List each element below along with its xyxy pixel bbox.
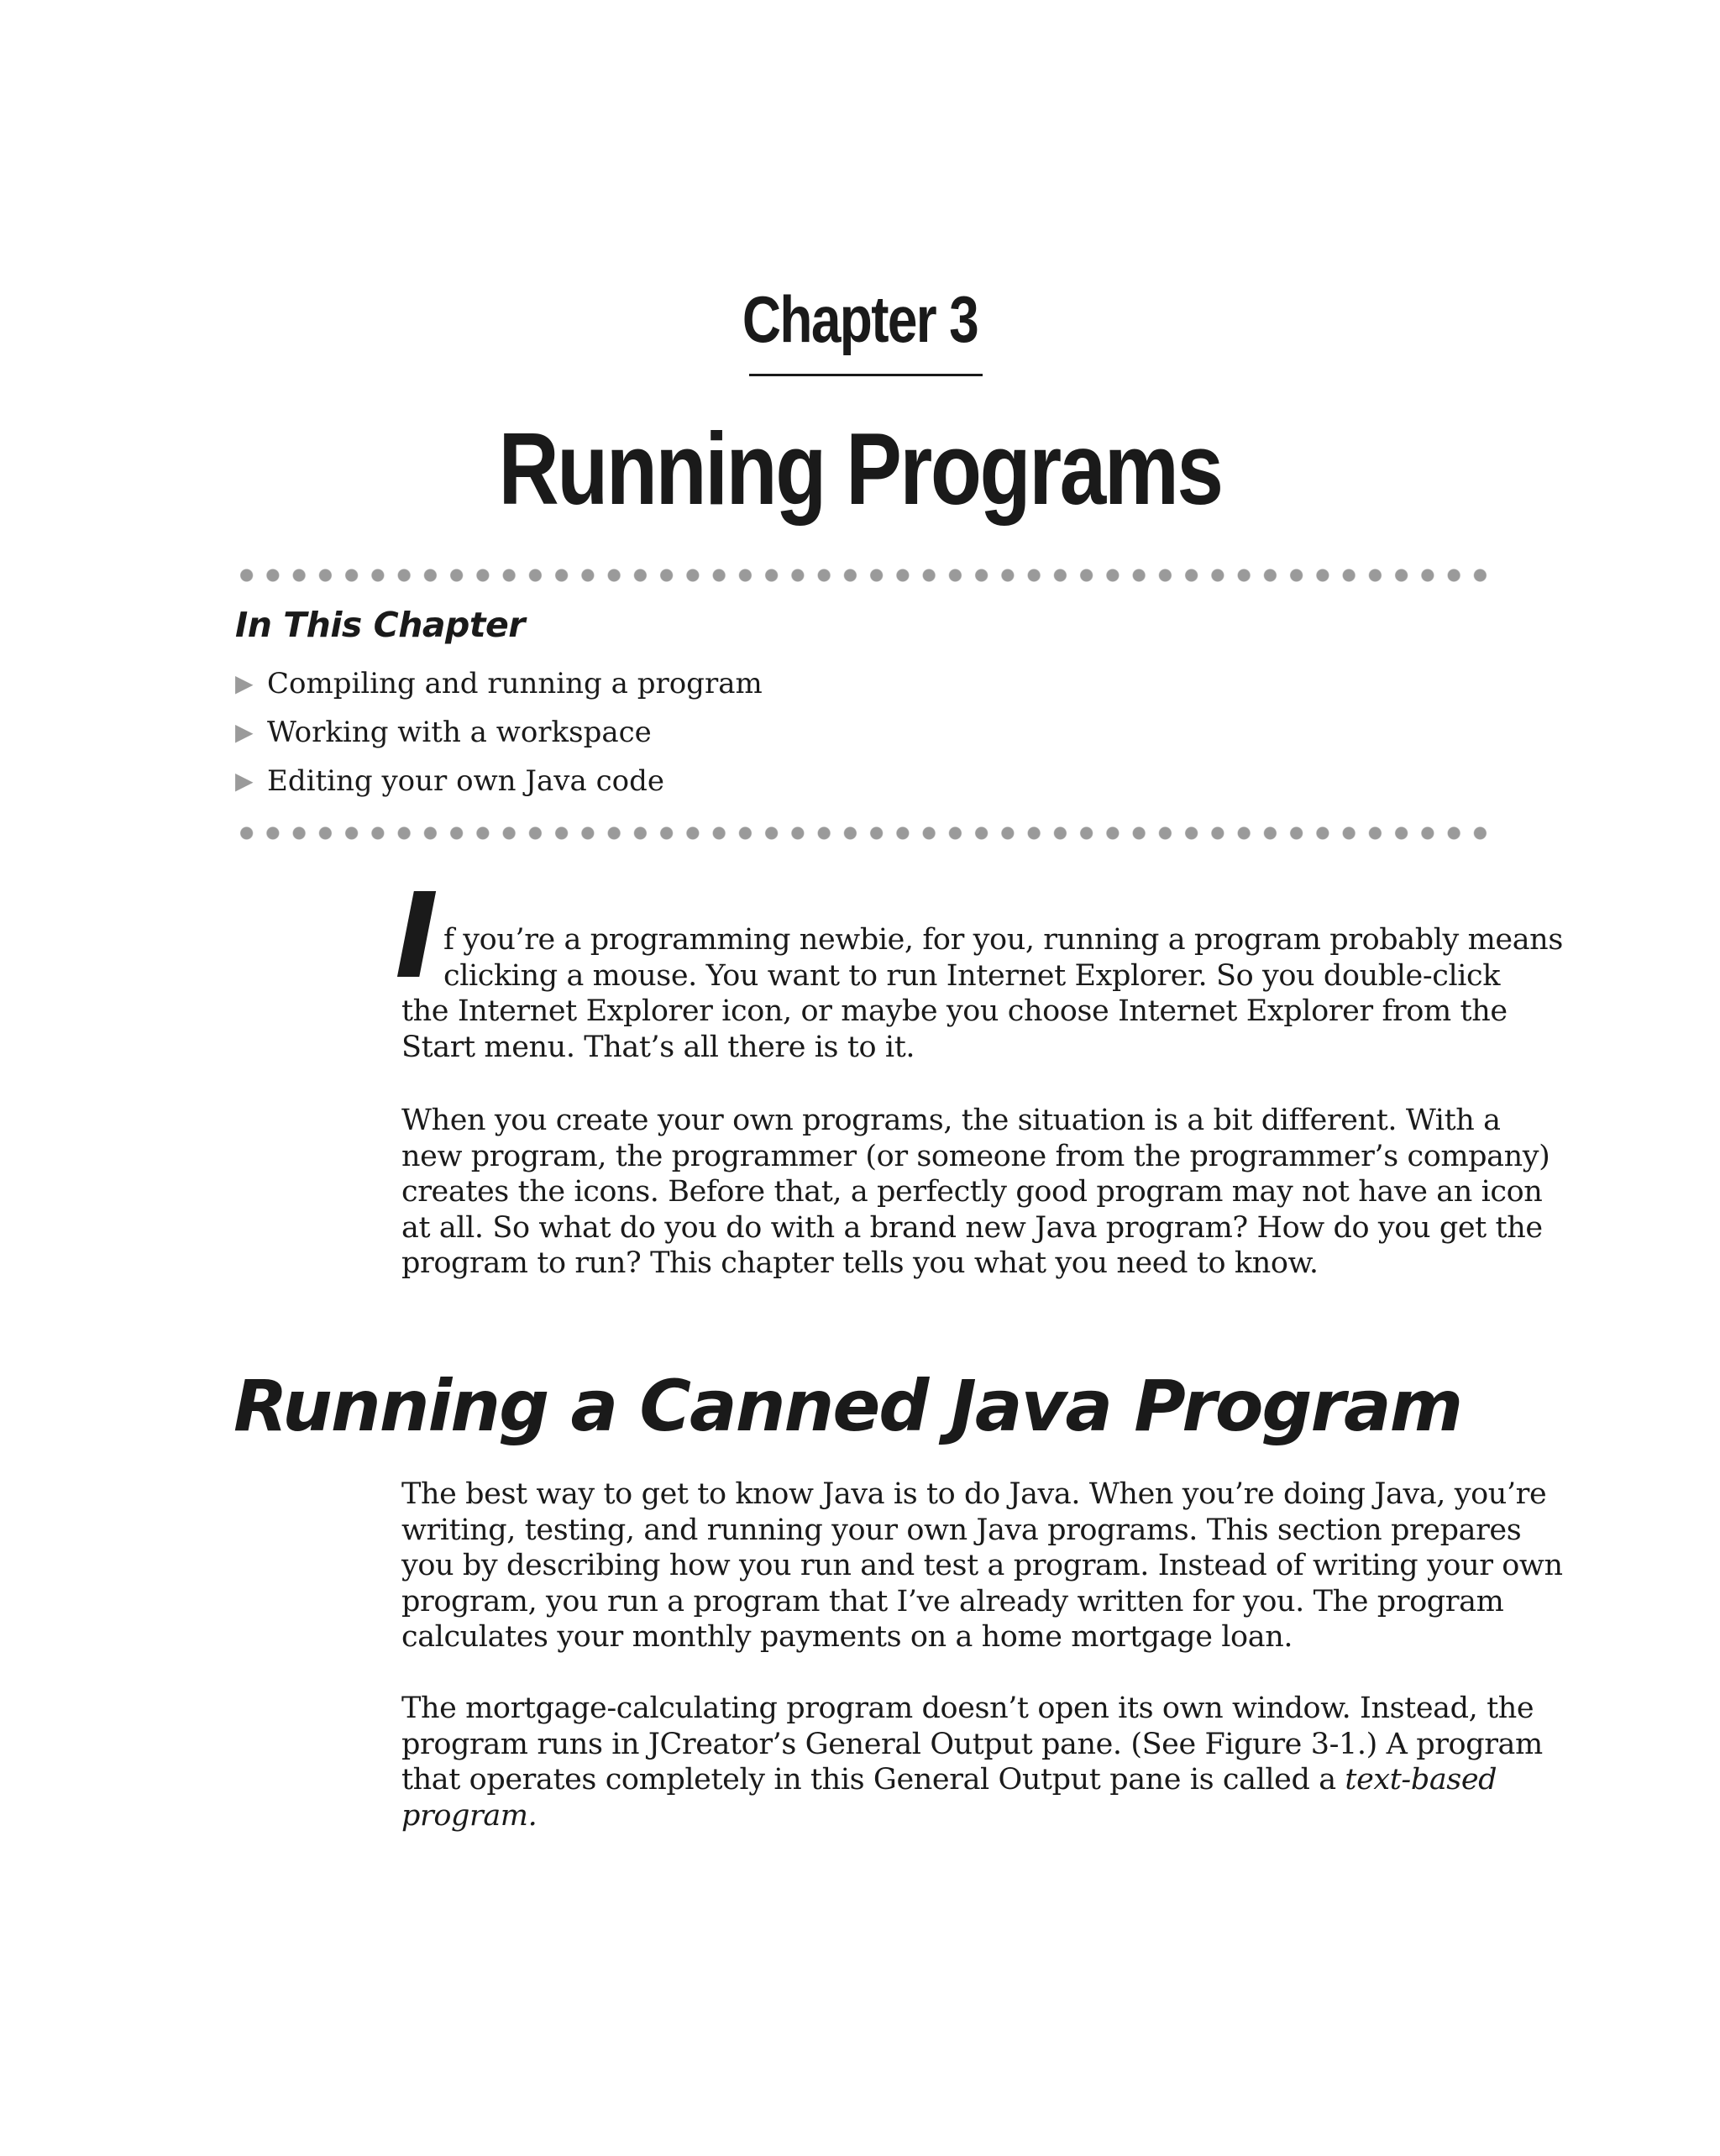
paragraph-line: the Internet Explorer icon, or maybe you choose Internet Explorer from the <box>401 994 1508 1028</box>
paragraph-line: creates the icons. Before that, a perfectly good program may not have an icon <box>401 1175 1543 1209</box>
italic-term: text-based <box>1345 1763 1497 1797</box>
triangle-bullet-icon: ▶ <box>235 767 254 795</box>
paragraph-line: clicking a mouse. You want to run Internet Explorer. So you double-click <box>443 958 1501 993</box>
paragraph-line: The best way to get to know Java is to do Java. When you’re doing Java, you’re <box>401 1477 1547 1511</box>
paragraph-line <box>401 1762 1502 1798</box>
paragraph-line: new program, the programmer (or someone from the programmer’s company) <box>401 1139 1550 1173</box>
paragraph-line: When you create your own programs, the situation is a bit different. With a <box>401 1104 1501 1137</box>
paragraph-line: program to run? This chapter tells you what you need to know. <box>401 1246 1319 1280</box>
in-this-chapter-list <box>235 659 763 805</box>
paragraph-line: f you’re a programming newbie, for you, running a program probably means <box>443 923 1563 957</box>
section-paragraph-1 <box>401 1477 1563 1655</box>
chapter-label: Chapter 3 <box>742 282 978 356</box>
dotted-divider-top <box>233 568 1493 583</box>
drop-cap: I <box>395 868 438 1005</box>
list-item-label: Editing your own Java code <box>267 764 664 798</box>
triangle-bullet-icon: ▶ <box>235 718 254 746</box>
intro-paragraph-2 <box>401 1103 1550 1282</box>
triangle-bullet-icon: ▶ <box>235 669 254 697</box>
dotted-divider-bottom <box>233 826 1493 841</box>
italic-term: program. <box>401 1798 538 1833</box>
section-paragraph-2 <box>401 1691 1543 1833</box>
section-heading: Running a Canned Java Program <box>233 1365 1462 1447</box>
list-item <box>235 757 763 805</box>
list-item <box>235 659 763 708</box>
paragraph-line-text: that operates completely in this General Output pane is called a <box>401 1763 1345 1797</box>
paragraph-line: you by describing how you run and test a program. Instead of writing your own <box>401 1549 1563 1582</box>
paragraph-line: The mortgage-calculating program doesn’t open its own window. Instead, the <box>401 1692 1534 1725</box>
paragraph-line: Start menu. That’s all there is to it. <box>401 1030 915 1064</box>
list-item-label: Compiling and running a program <box>267 667 763 700</box>
paragraph-line: at all. So what do you do with a brand new Java program? How do you get the <box>401 1210 1543 1245</box>
paragraph-line: writing, testing, and running your own Java programs. This section prepares <box>401 1513 1522 1547</box>
list-item <box>235 708 763 757</box>
paragraph-line <box>401 1798 1502 1834</box>
paragraph-line: program runs in JCreator’s General Output pane. (See Figure 3-1.) A program <box>401 1727 1543 1761</box>
paragraph-line: calculates your monthly payments on a home mortgage loan. <box>401 1620 1293 1654</box>
chapter-rule <box>749 374 983 376</box>
paragraph-line: program, you run a program that I’ve already written for you. The program <box>401 1584 1504 1618</box>
list-item-label: Working with a workspace <box>267 716 652 749</box>
in-this-chapter-heading: In This Chapter <box>235 605 526 645</box>
chapter-title: Running Programs <box>498 412 1222 526</box>
intro-paragraph-1 <box>395 868 1563 1065</box>
